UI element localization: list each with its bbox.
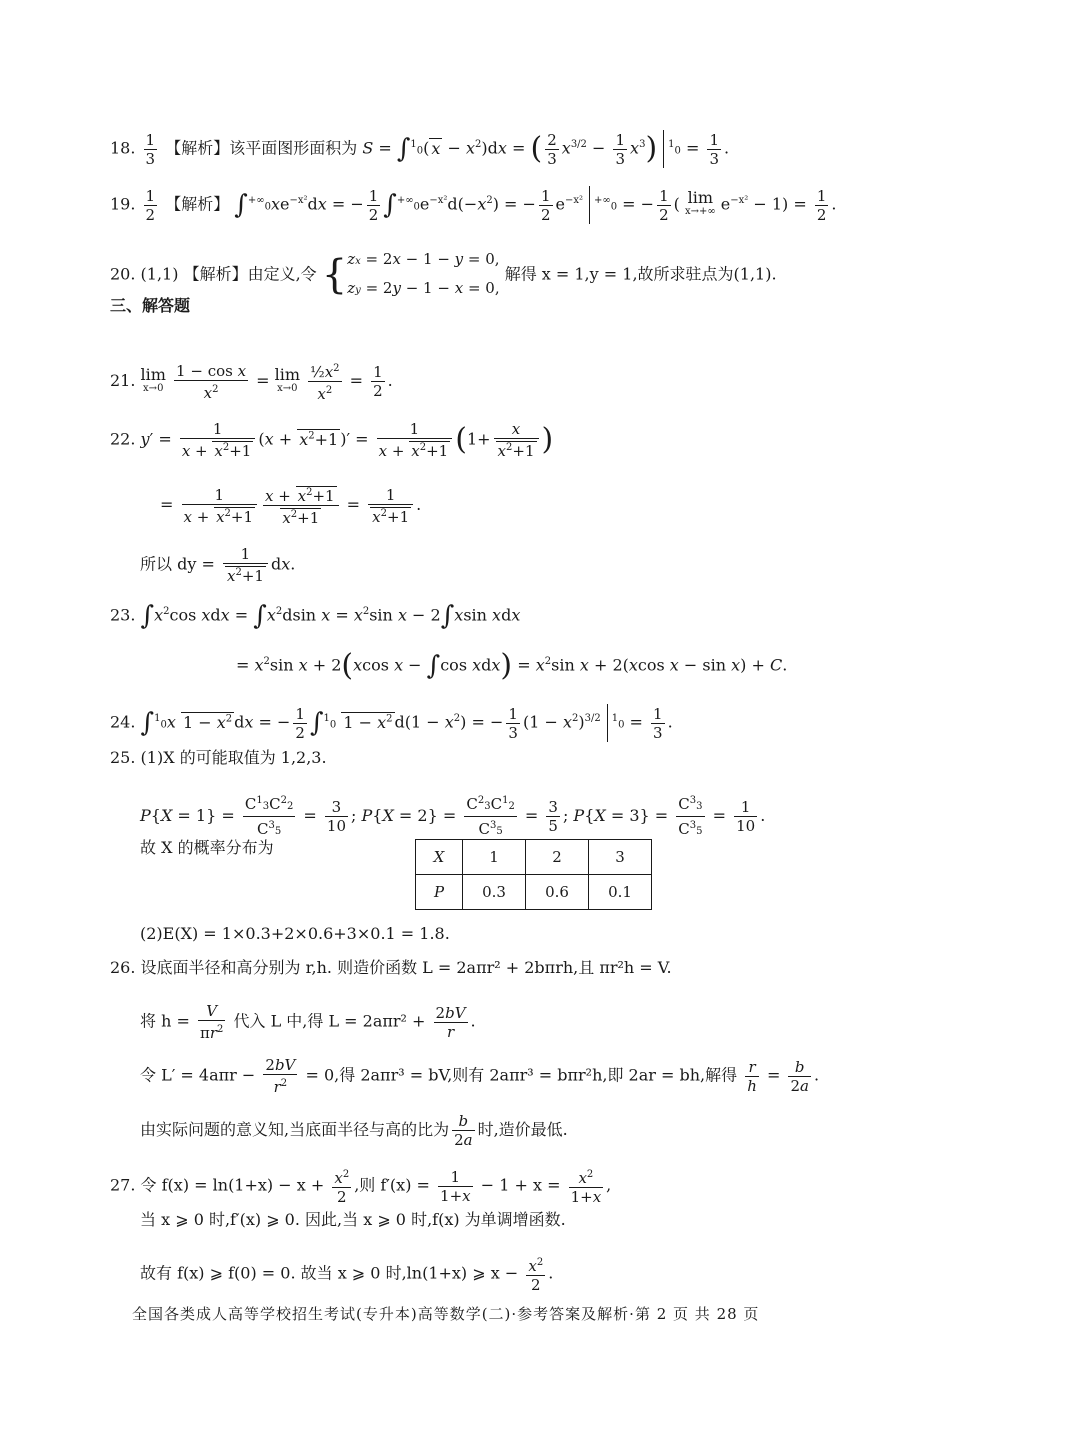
q27-line1c: − 1 + x = [480,1175,561,1195]
table-cell: 0.1 [589,875,652,910]
q20-tag: 【解析】 [183,264,248,284]
q26-line2a: 将 h = [140,1011,190,1031]
q20-number: 20. [110,264,136,284]
answer-23-line2: = $x^2\sin$ x + 2(xcos x − ∫cos $xdx) = x^2\sin$ x + 2(xcos x − sin x) + C. [236,647,788,683]
q22-dy-text: 所以 dy = [140,554,215,574]
q27-line2: 当 x ⩾ 0 时,f′(x) ⩾ 0. 因此,当 x ⩾ 0 时,f(x) 为单调增函数. [140,1210,566,1229]
answer-26-line4: 由实际问题的意义知,当底面半径与高的比为 $\frac{b}{2a}$ 时,造价最低. [140,1112,568,1149]
answer-22-line1: 22. y′ = $\frac{1}{x + x^2+1}$ ($x + x^2+1$ )′ = $\frac{1}{x + x^2+1}$ (1+ $\frac{x}{x^2+1}$ ) [110,420,554,460]
q19-number: 19. [110,194,136,214]
table-cell: 2 [526,840,589,875]
answer-18: 18. $\frac{1}{3}$ 【解析】该平面图形面积为 S = ∫$^1$0( $x - x^2)dx$ = ( $\frac{2}{3}$ $x^{3/2}$ − $\frac{1}{3}$ $x^3$) $^1$0 = $\frac{1}{3}$ . [110,130,730,168]
q27-line1a: 令 f(x) = ln(1+x) − x + [140,1175,325,1195]
q27-line1b: ,则 f′(x) = [354,1175,430,1195]
q18-text: 该平面图形面积为 [229,138,358,158]
answer-26-line3: 令 L′ = 4aπr − $\frac{2bV}{r^2}$ = 0,得 2aπr³ = bV,则有 2aπr³ = bπr²h,即 2ar = bh,解得 $\frac{r}{h}$ = $\frac{b}{2a}$ . [140,1056,820,1096]
answer-20: 20. (1,1) 【解析】由定义,令 { zx = 2x − 1 − y = 0, zy = 2y − 1 − x = 0, 解得 x = 1,y = 1,故所求驻点为(1,1). [110,250,777,298]
answer-25-line1 [110,748,327,768]
table-row [416,840,652,875]
q20-text: 由定义,令 [247,264,317,284]
answer-22-line2: = $\frac{1}{x + x^2+1}$ $\frac{x + x^2+1}{x^2+1}$ = $\frac{1}{x^2+1}$ . [160,485,422,527]
table-cell: X [416,840,463,875]
table-cell: 1 [463,840,526,875]
answer-27-line1: 27. 令 f(x) = ln(1+x) − x + $\frac{x^2}{2}$ ,则 f′(x) = $\frac{1}{1+x}$ − 1 + x = $\frac{x^2}{1+x}$ , [110,1167,612,1206]
q26-number: 26. [110,958,136,977]
q25-number: 25. [110,748,136,767]
q24-number: 24. [110,712,136,732]
q19-tag: 【解析】 [165,194,230,214]
table-cell: 0.6 [526,875,589,910]
q26-line4a: 由实际问题的意义知,当底面半径与高的比为 [140,1120,450,1139]
q21-number: 21. [110,371,136,390]
q25-dist-text: 故 X 的概率分布为 [140,838,274,857]
q20-answer: (1,1) [140,264,179,284]
answer-21: 21. lim x→0 $\frac{\text{1 − cos x}}{x^2}$ = lim x→0 $\frac{\frac{1}{2}x^2}{x^2}$ = $\frac{1}{2}$ . [110,361,393,403]
answer-26-line1 [110,958,672,978]
answer-22-line3: 所以 dy = $\frac{1}{x^2+1}$ dx. [140,545,296,585]
q23-number: 23. [110,605,136,625]
section-heading: 三、解答题 [110,296,191,315]
table-cell: 0.3 [463,875,526,910]
answer-19: 19. $\frac{1}{2}$ 【解析】 $\int^{+\infty}0xe^{-x^2}dx$ = − $\frac{1}{2}$ $\int^{+\infty}0e^{-x^2}d(-x^2)$ = − $\frac{1}{2}$ $e^{-x^2}$ +∞0 = − $\frac{1}{2}$ ( lim x→+∞ $e^{-x^2} - 1$) = $\frac{1}{2}$ . [110,186,837,224]
q27-number: 27. [110,1175,136,1195]
answer-24: 24. ∫$^1$0x $1 - x^2$ dx = − $\frac{1}{2}$ ∫$^1$0 $1 - x^2$ $d(1 - x^2)$ = − $\frac{1}{3}$ $(1 - x^2)^{3/2}$ $^1$0 = $\frac{1}{3}$ . [110,704,673,742]
q20-conclusion: 解得 x = 1,y = 1,故所求驻点为(1,1). [504,264,777,284]
table-cell: P [416,875,463,910]
page-footer: 全国各类成人高等学校招生考试(专升本)高等数学(二)·参考答案及解析·第 2 页 共 28 页 [132,1305,760,1323]
probability-table [415,839,652,910]
q26-line4b: 时,造价最低. [477,1120,568,1139]
table-row [416,875,652,910]
q26-line2b: 代入 L 中,得 L = 2aπr² + [233,1011,426,1031]
q25-part1: (1)X 的可能取值为 1,2,3. [140,748,327,767]
q26-line1: 设底面半径和高分别为 r,h. 则造价函数 L = 2aπr² + 2bπrh,且 πr²h = V. [140,958,672,977]
table-cell: 3 [589,840,652,875]
q22-number: 22. [110,429,136,449]
answer-26-line2: 将 h = $\frac{V}{\pi r^2}$ 代入 L 中,得 L = 2aπr² + $\frac{2bV}{r}$ . [140,1002,476,1042]
q27-line3a: 故有 f(x) ⩾ f(0) = 0. 故当 x ⩾ 0 时,ln(1+x) ⩾ x − [140,1263,519,1283]
answer-27-line3: 故有 f(x) ⩾ f(0) = 0. 故当 x ⩾ 0 时,ln(1+x) ⩾ x − $\frac{x^2}{2}$ . [140,1254,553,1294]
answer-25-line2: P{X = 1} = $\frac{C^13C^22}{C^35}$ = $\frac{3}{10}$ ; P{X = 2} = $\frac{C^23C^12}{C^35}$ = $\frac{3}{5}$ ; P{X = 3} = $\frac{C^33}{C^35}$ = $\frac{1}{10}$ . [140,792,765,841]
q26-line3a: 令 L′ = 4aπr − [140,1065,256,1085]
q18-number: 18. [110,138,136,158]
q26-line3b: = 0,得 2aπr³ = bV,则有 2aπr³ = bπr²h,即 2ar = bh,解得 [305,1065,738,1085]
answer-23-line1: 23. $\int x^2\cos$ xdx = $\int x^2dsin$ $x = x^2\sin$ x − 2∫xsin xdx [110,600,521,631]
q18-tag: 【解析】 [165,138,230,158]
q25-part2: (2)E(X) = 1×0.3+2×0.6+3×0.1 = 1.8. [140,924,450,943]
